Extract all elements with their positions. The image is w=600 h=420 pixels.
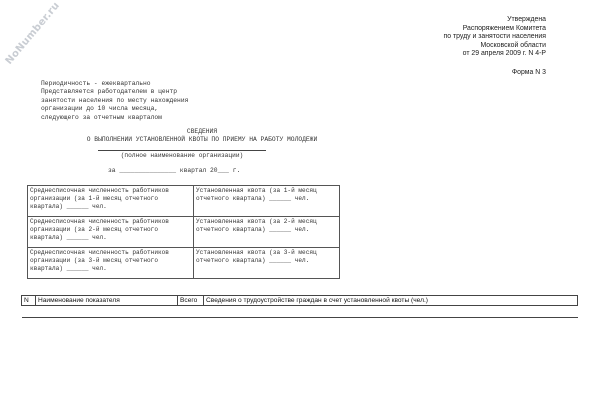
approval-line: Московской области [480, 41, 546, 49]
quota-row [28, 186, 340, 217]
quota-table [27, 185, 340, 279]
empty-cell [178, 306, 204, 318]
quota-row [28, 217, 340, 248]
periodicity-block [41, 80, 241, 122]
approval-block [306, 16, 546, 59]
quota-cell[interactable] [194, 248, 340, 279]
col-total-header: Всего [178, 296, 204, 306]
empty-cell [36, 306, 178, 318]
organization-name-field[interactable] [98, 150, 266, 151]
cell-line: Установленная квота (за 3-й месяц [196, 249, 317, 256]
headcount-cell[interactable] [28, 186, 194, 217]
empty-cell [22, 306, 36, 318]
cell-line: Среднесписочная численность работников [30, 249, 169, 256]
cell-line: организации (за 2-й месяц отчетного [30, 226, 158, 234]
cell-line: квартала) ______ чел. [30, 203, 107, 211]
cell-line: Среднесписочная численность работников [30, 218, 169, 225]
headcount-cell[interactable] [28, 217, 194, 248]
organization-caption: (полное наименование организации) [120, 152, 244, 159]
cell-line: квартала) ______ чел. [30, 234, 107, 242]
approval-line: по труду и занятости населения [443, 33, 546, 41]
table-header-row [22, 296, 578, 306]
form-number: Форма N 3 [511, 69, 546, 76]
watermark: NoNumber.ru [3, 0, 63, 67]
approval-line: от 29 апреля 2009 г. N 4-Р [462, 50, 546, 58]
periodicity-line: Периодичность - ежеквартально [41, 80, 151, 87]
empty-cell [204, 306, 578, 318]
cell-line: Установленная квота (за 1-й месяц [196, 187, 317, 194]
col-number-header: N [22, 296, 36, 306]
cell-line: Среднесписочная численность работников [30, 187, 169, 194]
quota-cell[interactable] [194, 186, 340, 217]
periodicity-line: организации до 10 числа месяца, [41, 105, 159, 113]
approval-line: Распоряжением Комитета [462, 24, 546, 32]
col-indicator-header: Наименование показателя [36, 296, 178, 306]
quarter-field[interactable]: за _______________ квартал 20___ г. [108, 167, 241, 174]
approval-line: Утверждена [507, 16, 546, 23]
cell-line: отчетного квартала) ______ чел. [196, 195, 310, 203]
cell-line: Установленная квота (за 2-й месяц [196, 218, 317, 225]
cell-line: квартала) ______ чел. [30, 265, 107, 273]
col-employment-header: Сведения о трудоустройстве граждан в счет установленной квоты (чел.) [204, 296, 578, 306]
document-title [58, 128, 346, 144]
cell-line: отчетного квартала) ______ чел. [196, 226, 310, 234]
title-line-2: О ВЫПОЛНЕНИИ УСТАНОВЛЕННОЙ КВОТЫ ПО ПРИЕМУ НА РАБОТУ МОЛОДЕЖИ [86, 136, 318, 144]
periodicity-line: занятости населения по месту нахождения [41, 96, 189, 104]
title-line-1: СВЕДЕНИЯ [186, 128, 218, 135]
quota-cell[interactable] [194, 217, 340, 248]
cell-line: организации (за 1-й месяц отчетного [30, 195, 158, 203]
table-subheader-row [22, 306, 578, 318]
periodicity-line: следующего за отчетным кварталом [41, 113, 162, 121]
cell-line: отчетного квартала) ______ чел. [196, 257, 310, 265]
periodicity-line: Представляется работодателем в центр [41, 88, 178, 96]
quota-row [28, 248, 340, 279]
headcount-cell[interactable] [28, 248, 194, 279]
employment-table [21, 295, 578, 318]
cell-line: организации (за 3-й месяц отчетного [30, 257, 158, 265]
